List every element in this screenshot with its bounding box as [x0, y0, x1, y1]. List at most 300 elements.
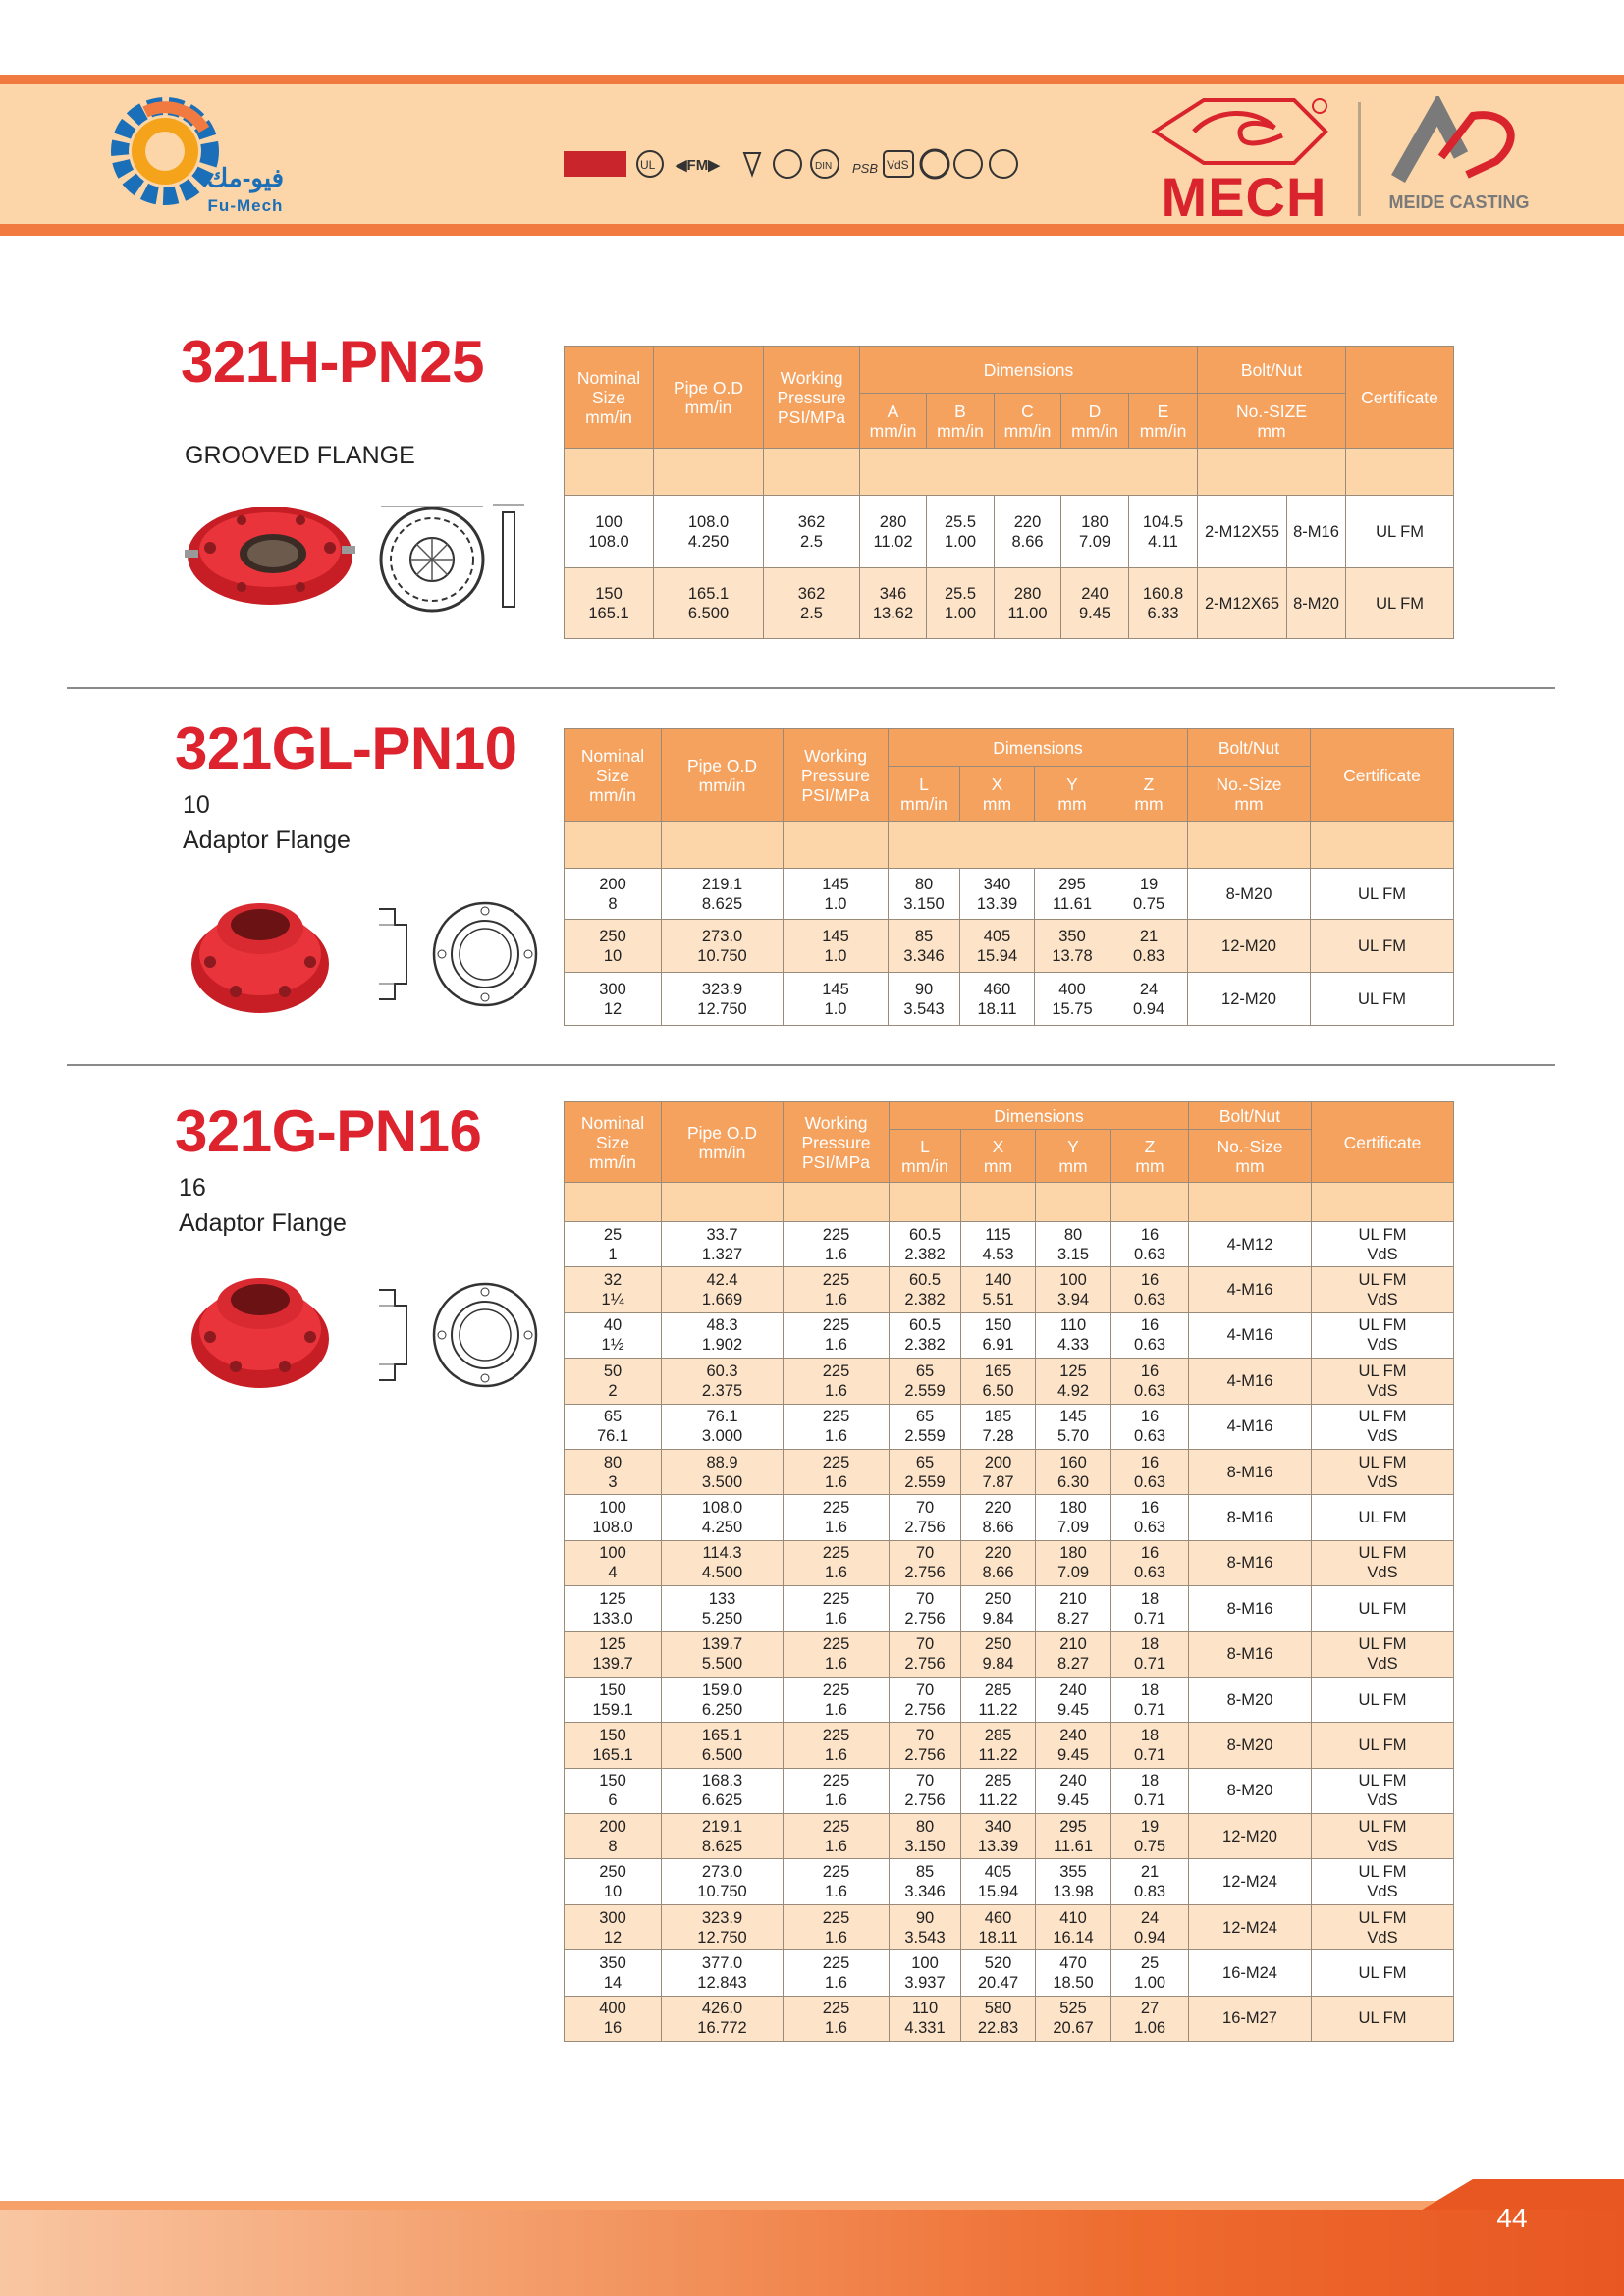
table-spacer-row [565, 1183, 1454, 1222]
table-cell: UL FM [1312, 1677, 1454, 1722]
table-cell: 70 2.756 [890, 1540, 961, 1585]
table-row [565, 568, 1454, 639]
fm-logo-text: ◀FM▶ [676, 157, 720, 174]
header-dim-x: X mm [960, 767, 1035, 822]
header-nominal-size: Nominal Size mm/in [565, 729, 662, 822]
table-cell: 285 11.22 [961, 1723, 1036, 1768]
table-cell: 225 1.6 [784, 1950, 890, 1996]
table-row [565, 1404, 1454, 1449]
table-cell: 16-M27 [1189, 1996, 1312, 2041]
table-row [565, 973, 1454, 1026]
table-cell: 19 0.75 [1110, 869, 1188, 920]
table-cell: 210 8.27 [1036, 1631, 1111, 1677]
table-cell: 88.9 3.500 [662, 1449, 784, 1494]
table-row [565, 1222, 1454, 1267]
table-cell: 100 4 [565, 1540, 662, 1585]
table-cell: 145 1.0 [784, 973, 889, 1026]
table-cell: UL FM [1346, 496, 1454, 568]
header-bolt-nut: Bolt/Nut [1189, 1102, 1312, 1130]
table-cell: 70 2.756 [890, 1495, 961, 1540]
header-dim-b: B mm/in [927, 394, 995, 449]
table-cell: 295 11.61 [1035, 869, 1110, 920]
header-dim-z: Z mm [1110, 767, 1188, 822]
table-cell: 60.3 2.375 [662, 1359, 784, 1404]
table-cell: 225 1.6 [784, 1814, 890, 1859]
table-cell: 16 0.63 [1111, 1495, 1189, 1540]
table-cell: 200 8 [565, 1814, 662, 1859]
product-code-321gl: 321GL-PN10 [175, 716, 517, 781]
table-cell: 4-M16 [1189, 1267, 1312, 1312]
table-cell: 12-M20 [1189, 1814, 1312, 1859]
table-cell: 300 12 [565, 973, 662, 1026]
table-cell: 16 0.63 [1111, 1222, 1189, 1267]
table-cell: 8-M16 [1189, 1495, 1312, 1540]
table-cell: 225 1.6 [784, 1540, 890, 1585]
table-cell: 273.0 10.750 [662, 1859, 784, 1904]
table-spacer-row [565, 822, 1454, 869]
table-cell: 219.1 8.625 [662, 869, 784, 920]
table-cell: 76.1 3.000 [662, 1404, 784, 1449]
table-cell: 250 9.84 [961, 1631, 1036, 1677]
table-cell: 240 9.45 [1036, 1677, 1111, 1722]
table-cell: 159.0 6.250 [662, 1677, 784, 1722]
header-dim-e: E mm/in [1129, 394, 1198, 449]
table-cell: 16 0.63 [1111, 1540, 1189, 1585]
table-cell: 25 1.00 [1111, 1950, 1189, 1996]
table-cell: 377.0 12.843 [662, 1950, 784, 1996]
table-cell: 2-M12X55 [1198, 496, 1287, 568]
table-cell: 185 7.28 [961, 1404, 1036, 1449]
adaptor-flange-photo-icon [189, 895, 332, 1017]
table-cell: 220 8.66 [961, 1540, 1036, 1585]
table-cell: 285 11.22 [961, 1768, 1036, 1813]
header-dimensions: Dimensions [889, 729, 1188, 767]
header-dim-z: Z mm [1111, 1130, 1189, 1183]
header-dim-l: L mm/in [889, 767, 960, 822]
table-cell: 40 1½ [565, 1312, 662, 1358]
table-cell: 400 15.75 [1035, 973, 1110, 1026]
table-cell: 346 13.62 [860, 568, 927, 639]
spec-table-321g [564, 1101, 1454, 2042]
table-cell: 8-M20 [1189, 1677, 1312, 1722]
table-cell: UL FM VdS [1312, 1859, 1454, 1904]
table-cell: UL FM VdS [1312, 1312, 1454, 1358]
vds-circle-icon [774, 150, 801, 178]
table-cell: 220 8.66 [961, 1495, 1036, 1540]
table-cell: 48.3 1.902 [662, 1312, 784, 1358]
table-cell: 273.0 10.750 [662, 920, 784, 973]
product-code-321h: 321H-PN25 [181, 329, 485, 395]
table-cell: 150 159.1 [565, 1677, 662, 1722]
table-cell: 60.5 2.382 [890, 1312, 961, 1358]
table-cell: 90 3.543 [889, 973, 960, 1026]
table-cell: 25 1 [565, 1222, 662, 1267]
table-row [565, 1359, 1454, 1404]
table-cell: 70 2.756 [890, 1723, 961, 1768]
table-cell: 340 13.39 [961, 1814, 1036, 1859]
table-cell: 150 6 [565, 1768, 662, 1813]
table-row [565, 1904, 1454, 1949]
table-cell: 80 3 [565, 1449, 662, 1494]
table-cell: 16 0.63 [1111, 1267, 1189, 1312]
approval-badge-icon [564, 151, 626, 177]
table-cell: 250 10 [565, 920, 662, 973]
table-cell: 80 3.150 [890, 1814, 961, 1859]
header-pipe-od: Pipe O.D mm/in [662, 1102, 784, 1183]
spec-table-321h [564, 346, 1454, 639]
heart-mark-icon [744, 153, 760, 175]
table-cell: 405 15.94 [960, 920, 1035, 973]
table-cell: 21 0.83 [1110, 920, 1188, 973]
table-cell: 65 2.559 [890, 1359, 961, 1404]
table-cell: UL FM VdS [1312, 1768, 1454, 1813]
table-cell: 32 1¼ [565, 1267, 662, 1312]
header-bolt-nut: Bolt/Nut [1198, 347, 1346, 394]
table-cell: 460 18.11 [961, 1904, 1036, 1949]
table-cell: 285 11.22 [961, 1677, 1036, 1722]
table-cell: 65 2.559 [890, 1404, 961, 1449]
table-cell: 4-M16 [1189, 1404, 1312, 1449]
table-cell: 280 11.00 [995, 568, 1061, 639]
table-row [565, 1449, 1454, 1494]
table-spacer-row [565, 449, 1454, 496]
table-cell: UL FM [1312, 1996, 1454, 2041]
table-cell: 104.5 4.11 [1129, 496, 1198, 568]
adaptor-flange-drawing-icon [371, 895, 542, 1013]
table-cell: 145 5.70 [1036, 1404, 1111, 1449]
header-bolt-size: No.-SIZE mm [1198, 394, 1346, 449]
table-cell: 250 10 [565, 1859, 662, 1904]
table-cell: 60.5 2.382 [890, 1222, 961, 1267]
header-dimensions: Dimensions [890, 1102, 1189, 1130]
table-cell: 139.7 5.500 [662, 1631, 784, 1677]
table-cell: 110 4.331 [890, 1996, 961, 2041]
table-cell: 100 108.0 [565, 496, 654, 568]
table-cell: 145 1.0 [784, 869, 889, 920]
table-cell: 525 20.67 [1036, 1996, 1111, 2041]
table-cell: 8-M20 [1189, 1768, 1312, 1813]
table-cell: 18 0.71 [1111, 1586, 1189, 1631]
table-cell: 180 7.09 [1061, 496, 1129, 568]
table-row [565, 1677, 1454, 1722]
table-cell: 100 3.94 [1036, 1267, 1111, 1312]
footer-band [0, 2210, 1624, 2296]
header-dim-y: Y mm [1036, 1130, 1111, 1183]
table-cell: 85 3.346 [889, 920, 960, 973]
header-working-pressure: Working Pressure PSI/MPa [764, 347, 860, 449]
table-cell: 8-M20 [1189, 1723, 1312, 1768]
table-cell: 210 8.27 [1036, 1586, 1111, 1631]
spec-table-321gl [564, 728, 1454, 1026]
table-cell: 60.5 2.382 [890, 1267, 961, 1312]
table-cell: 470 18.50 [1036, 1950, 1111, 1996]
meide-casting-logo-icon [1379, 96, 1528, 190]
grooved-flange-drawing-icon [371, 499, 530, 616]
table-cell: 225 1.6 [784, 1495, 890, 1540]
table-cell: 340 13.39 [960, 869, 1035, 920]
fu-mech-arabic-text: فيو-مك [206, 163, 285, 192]
table-cell: 33.7 1.327 [662, 1222, 784, 1267]
header-dim-d: D mm/in [1061, 394, 1129, 449]
table-cell: 225 1.6 [784, 1859, 890, 1904]
table-cell: 362 2.5 [764, 568, 860, 639]
table-cell: 125 4.92 [1036, 1359, 1111, 1404]
header-certificate: Certificate [1312, 1102, 1454, 1183]
header-bolt-size: No.-Size mm [1189, 1130, 1312, 1183]
table-cell: 300 12 [565, 1904, 662, 1949]
table-cell: 8-M16 [1189, 1540, 1312, 1585]
table-cell: UL FM [1311, 973, 1454, 1026]
table-cell: 16 0.63 [1111, 1359, 1189, 1404]
table-cell: UL FM VdS [1312, 1222, 1454, 1267]
table-row [565, 869, 1454, 920]
table-cell: 110 4.33 [1036, 1312, 1111, 1358]
table-cell: 225 1.6 [784, 1768, 890, 1813]
table-cell: 4-M12 [1189, 1222, 1312, 1267]
spec-table-321g-body [565, 1222, 1454, 2042]
header-certificate: Certificate [1346, 347, 1454, 449]
table-cell: 225 1.6 [784, 1631, 890, 1677]
table-cell: UL FM [1312, 1950, 1454, 1996]
table-cell: 426.0 16.772 [662, 1996, 784, 2041]
meide-casting-text: MEIDE CASTING [1388, 192, 1530, 212]
table-cell: 323.9 12.750 [662, 1904, 784, 1949]
table-cell: 240 9.45 [1036, 1768, 1111, 1813]
mech-logo-text: MECH [1161, 166, 1327, 228]
grooved-flange-photo-icon [183, 497, 357, 613]
table-cell: 8-M20 [1287, 568, 1346, 639]
table-cell: UL FM VdS [1312, 1814, 1454, 1859]
ce-icon [954, 150, 982, 178]
table-cell: 200 8 [565, 869, 662, 920]
header-dim-c: C mm/in [995, 394, 1061, 449]
header-bolt-size: No.-Size mm [1188, 767, 1311, 822]
table-row [565, 1768, 1454, 1813]
table-cell: 42.4 1.669 [662, 1267, 784, 1312]
product-pn-321g: 16 [179, 1174, 206, 1201]
table-row [565, 1267, 1454, 1312]
table-cell: 405 15.94 [961, 1859, 1036, 1904]
product-subtitle-321gl: Adaptor Flange [183, 827, 351, 854]
header-dim-a: A mm/in [860, 394, 927, 449]
table-cell: 115 4.53 [961, 1222, 1036, 1267]
header-dim-l: L mm/in [890, 1130, 961, 1183]
table-cell: 16 0.63 [1111, 1312, 1189, 1358]
table-cell: 240 9.45 [1036, 1723, 1111, 1768]
page-number: 44 [1496, 2203, 1528, 2233]
mech-emblem-icon [1147, 92, 1333, 171]
table-cell: 16-M24 [1189, 1950, 1312, 1996]
table-row [565, 1723, 1454, 1768]
table-cell: UL FM [1311, 869, 1454, 920]
table-cell: 180 7.09 [1036, 1540, 1111, 1585]
table-row [565, 1312, 1454, 1358]
header-top-stripe [0, 75, 1624, 84]
table-cell: 4-M16 [1189, 1359, 1312, 1404]
table-cell: 90 3.543 [890, 1904, 961, 1949]
adaptor-flange-drawing-icon [371, 1276, 542, 1394]
product-subtitle-321h: GROOVED FLANGE [185, 442, 415, 469]
header-working-pressure: Working Pressure PSI/MPa [784, 1102, 890, 1183]
table-cell: 225 1.6 [784, 1222, 890, 1267]
header-nominal-size: Nominal Size mm/in [565, 1102, 662, 1183]
table-cell: 150 6.91 [961, 1312, 1036, 1358]
table-cell: 12-M20 [1188, 973, 1311, 1026]
table-cell: UL FM VdS [1312, 1631, 1454, 1677]
table-cell: 125 133.0 [565, 1586, 662, 1631]
ccc-icon [921, 150, 948, 178]
table-cell: 362 2.5 [764, 496, 860, 568]
table-row [565, 1631, 1454, 1677]
table-cell: 520 20.47 [961, 1950, 1036, 1996]
table-cell: 133 5.250 [662, 1586, 784, 1631]
table-cell: 220 8.66 [995, 496, 1061, 568]
header-dimensions: Dimensions [860, 347, 1198, 394]
psb-logo-text: PSB [852, 161, 879, 176]
vds-logo-text: VdS [887, 158, 909, 172]
table-cell: 168.3 6.625 [662, 1768, 784, 1813]
table-cell: 225 1.6 [784, 1449, 890, 1494]
table-cell: 4-M16 [1189, 1312, 1312, 1358]
table-cell: 200 7.87 [961, 1449, 1036, 1494]
table-cell: 65 76.1 [565, 1404, 662, 1449]
table-cell: UL FM [1346, 568, 1454, 639]
table-cell: 225 1.6 [784, 1996, 890, 2041]
table-cell: 70 2.756 [890, 1768, 961, 1813]
table-cell: 8-M16 [1189, 1449, 1312, 1494]
table-cell: 8-M20 [1188, 869, 1311, 920]
table-cell: 250 9.84 [961, 1586, 1036, 1631]
table-cell: UL FM [1312, 1723, 1454, 1768]
header-bolt-nut: Bolt/Nut [1188, 729, 1311, 767]
table-cell: 2-M12X65 [1198, 568, 1287, 639]
table-cell: UL FM VdS [1312, 1267, 1454, 1312]
table-row [565, 1495, 1454, 1540]
table-cell: 18 0.71 [1111, 1723, 1189, 1768]
table-cell: 16 0.63 [1111, 1449, 1189, 1494]
table-row [565, 1814, 1454, 1859]
table-cell: 160.8 6.33 [1129, 568, 1198, 639]
table-cell: UL FM VdS [1312, 1359, 1454, 1404]
table-cell: 108.0 4.250 [654, 496, 764, 568]
adaptor-flange-photo-icon [189, 1270, 332, 1392]
table-cell: 225 1.6 [784, 1677, 890, 1722]
table-cell: 350 14 [565, 1950, 662, 1996]
table-cell: 108.0 4.250 [662, 1495, 784, 1540]
table-cell: UL FM VdS [1312, 1540, 1454, 1585]
din-logo-text: DIN [815, 161, 833, 172]
table-cell: 280 11.02 [860, 496, 927, 568]
table-row [565, 1996, 1454, 2041]
table-cell: 225 1.6 [784, 1267, 890, 1312]
table-cell: 8-M16 [1189, 1586, 1312, 1631]
table-cell: 21 0.83 [1111, 1859, 1189, 1904]
table-row [565, 496, 1454, 568]
table-cell: 165.1 6.500 [654, 568, 764, 639]
footer-thin-stripe [0, 2201, 1624, 2210]
fu-mech-latin-text: Fu-Mech [207, 196, 284, 215]
table-cell: 160 6.30 [1036, 1449, 1111, 1494]
product-pn-321gl: 10 [183, 791, 210, 819]
seal-icon [990, 150, 1017, 178]
table-cell: 18 0.71 [1111, 1677, 1189, 1722]
table-cell: 65 2.559 [890, 1449, 961, 1494]
table-cell: 80 3.15 [1036, 1222, 1111, 1267]
product-code-321g: 321G-PN16 [175, 1098, 482, 1164]
header-certificate: Certificate [1311, 729, 1454, 822]
header-logo-divider [1358, 102, 1361, 216]
table-cell: 12-M24 [1189, 1859, 1312, 1904]
table-cell: 140 5.51 [961, 1267, 1036, 1312]
table-cell: 8-M16 [1189, 1631, 1312, 1677]
table-cell: UL FM VdS [1312, 1449, 1454, 1494]
table-cell: 19 0.75 [1111, 1814, 1189, 1859]
table-cell: 355 13.98 [1036, 1859, 1111, 1904]
table-cell: 80 3.150 [889, 869, 960, 920]
table-cell: UL FM [1311, 920, 1454, 973]
table-cell: 25.5 1.00 [927, 568, 995, 639]
table-cell: 8-M16 [1287, 496, 1346, 568]
header-working-pressure: Working Pressure PSI/MPa [784, 729, 889, 822]
table-cell: 350 13.78 [1035, 920, 1110, 973]
header-bottom-stripe [0, 224, 1624, 236]
table-cell: 180 7.09 [1036, 1495, 1111, 1540]
table-cell: 580 22.83 [961, 1996, 1036, 2041]
table-cell: 50 2 [565, 1359, 662, 1404]
table-cell: 150 165.1 [565, 568, 654, 639]
table-cell: 240 9.45 [1061, 568, 1129, 639]
table-cell: 410 16.14 [1036, 1904, 1111, 1949]
table-cell: 165.1 6.500 [662, 1723, 784, 1768]
product-subtitle-321g: Adaptor Flange [179, 1209, 347, 1237]
table-cell: 25.5 1.00 [927, 496, 995, 568]
table-cell: 225 1.6 [784, 1359, 890, 1404]
header-pipe-od: Pipe O.D mm/in [662, 729, 784, 822]
table-cell: 225 1.6 [784, 1723, 890, 1768]
header-dim-y: Y mm [1035, 767, 1110, 822]
table-cell: 295 11.61 [1036, 1814, 1111, 1859]
table-cell: 225 1.6 [784, 1586, 890, 1631]
table-cell: 100 108.0 [565, 1495, 662, 1540]
table-cell: 18 0.71 [1111, 1768, 1189, 1813]
table-cell: 24 0.94 [1110, 973, 1188, 1026]
table-cell: UL FM [1312, 1586, 1454, 1631]
table-cell: 27 1.06 [1111, 1996, 1189, 2041]
table-row [565, 1540, 1454, 1585]
table-cell: 400 16 [565, 1996, 662, 2041]
section-divider [67, 687, 1555, 689]
table-cell: 323.9 12.750 [662, 973, 784, 1026]
table-cell: 225 1.6 [784, 1312, 890, 1358]
table-cell: 70 2.756 [890, 1586, 961, 1631]
table-cell: 150 165.1 [565, 1723, 662, 1768]
section-divider [67, 1064, 1555, 1066]
table-row [565, 1950, 1454, 1996]
table-cell: 12-M24 [1189, 1904, 1312, 1949]
table-cell: UL FM VdS [1312, 1904, 1454, 1949]
table-cell: UL FM VdS [1312, 1404, 1454, 1449]
header-pipe-od: Pipe O.D mm/in [654, 347, 764, 449]
table-cell: 125 139.7 [565, 1631, 662, 1677]
table-cell: 145 1.0 [784, 920, 889, 973]
table-cell: 100 3.937 [890, 1950, 961, 1996]
table-cell: 165 6.50 [961, 1359, 1036, 1404]
table-row [565, 1586, 1454, 1631]
table-cell: 460 18.11 [960, 973, 1035, 1026]
table-cell: 24 0.94 [1111, 1904, 1189, 1949]
table-cell: 70 2.756 [890, 1677, 961, 1722]
table-cell: 225 1.6 [784, 1404, 890, 1449]
